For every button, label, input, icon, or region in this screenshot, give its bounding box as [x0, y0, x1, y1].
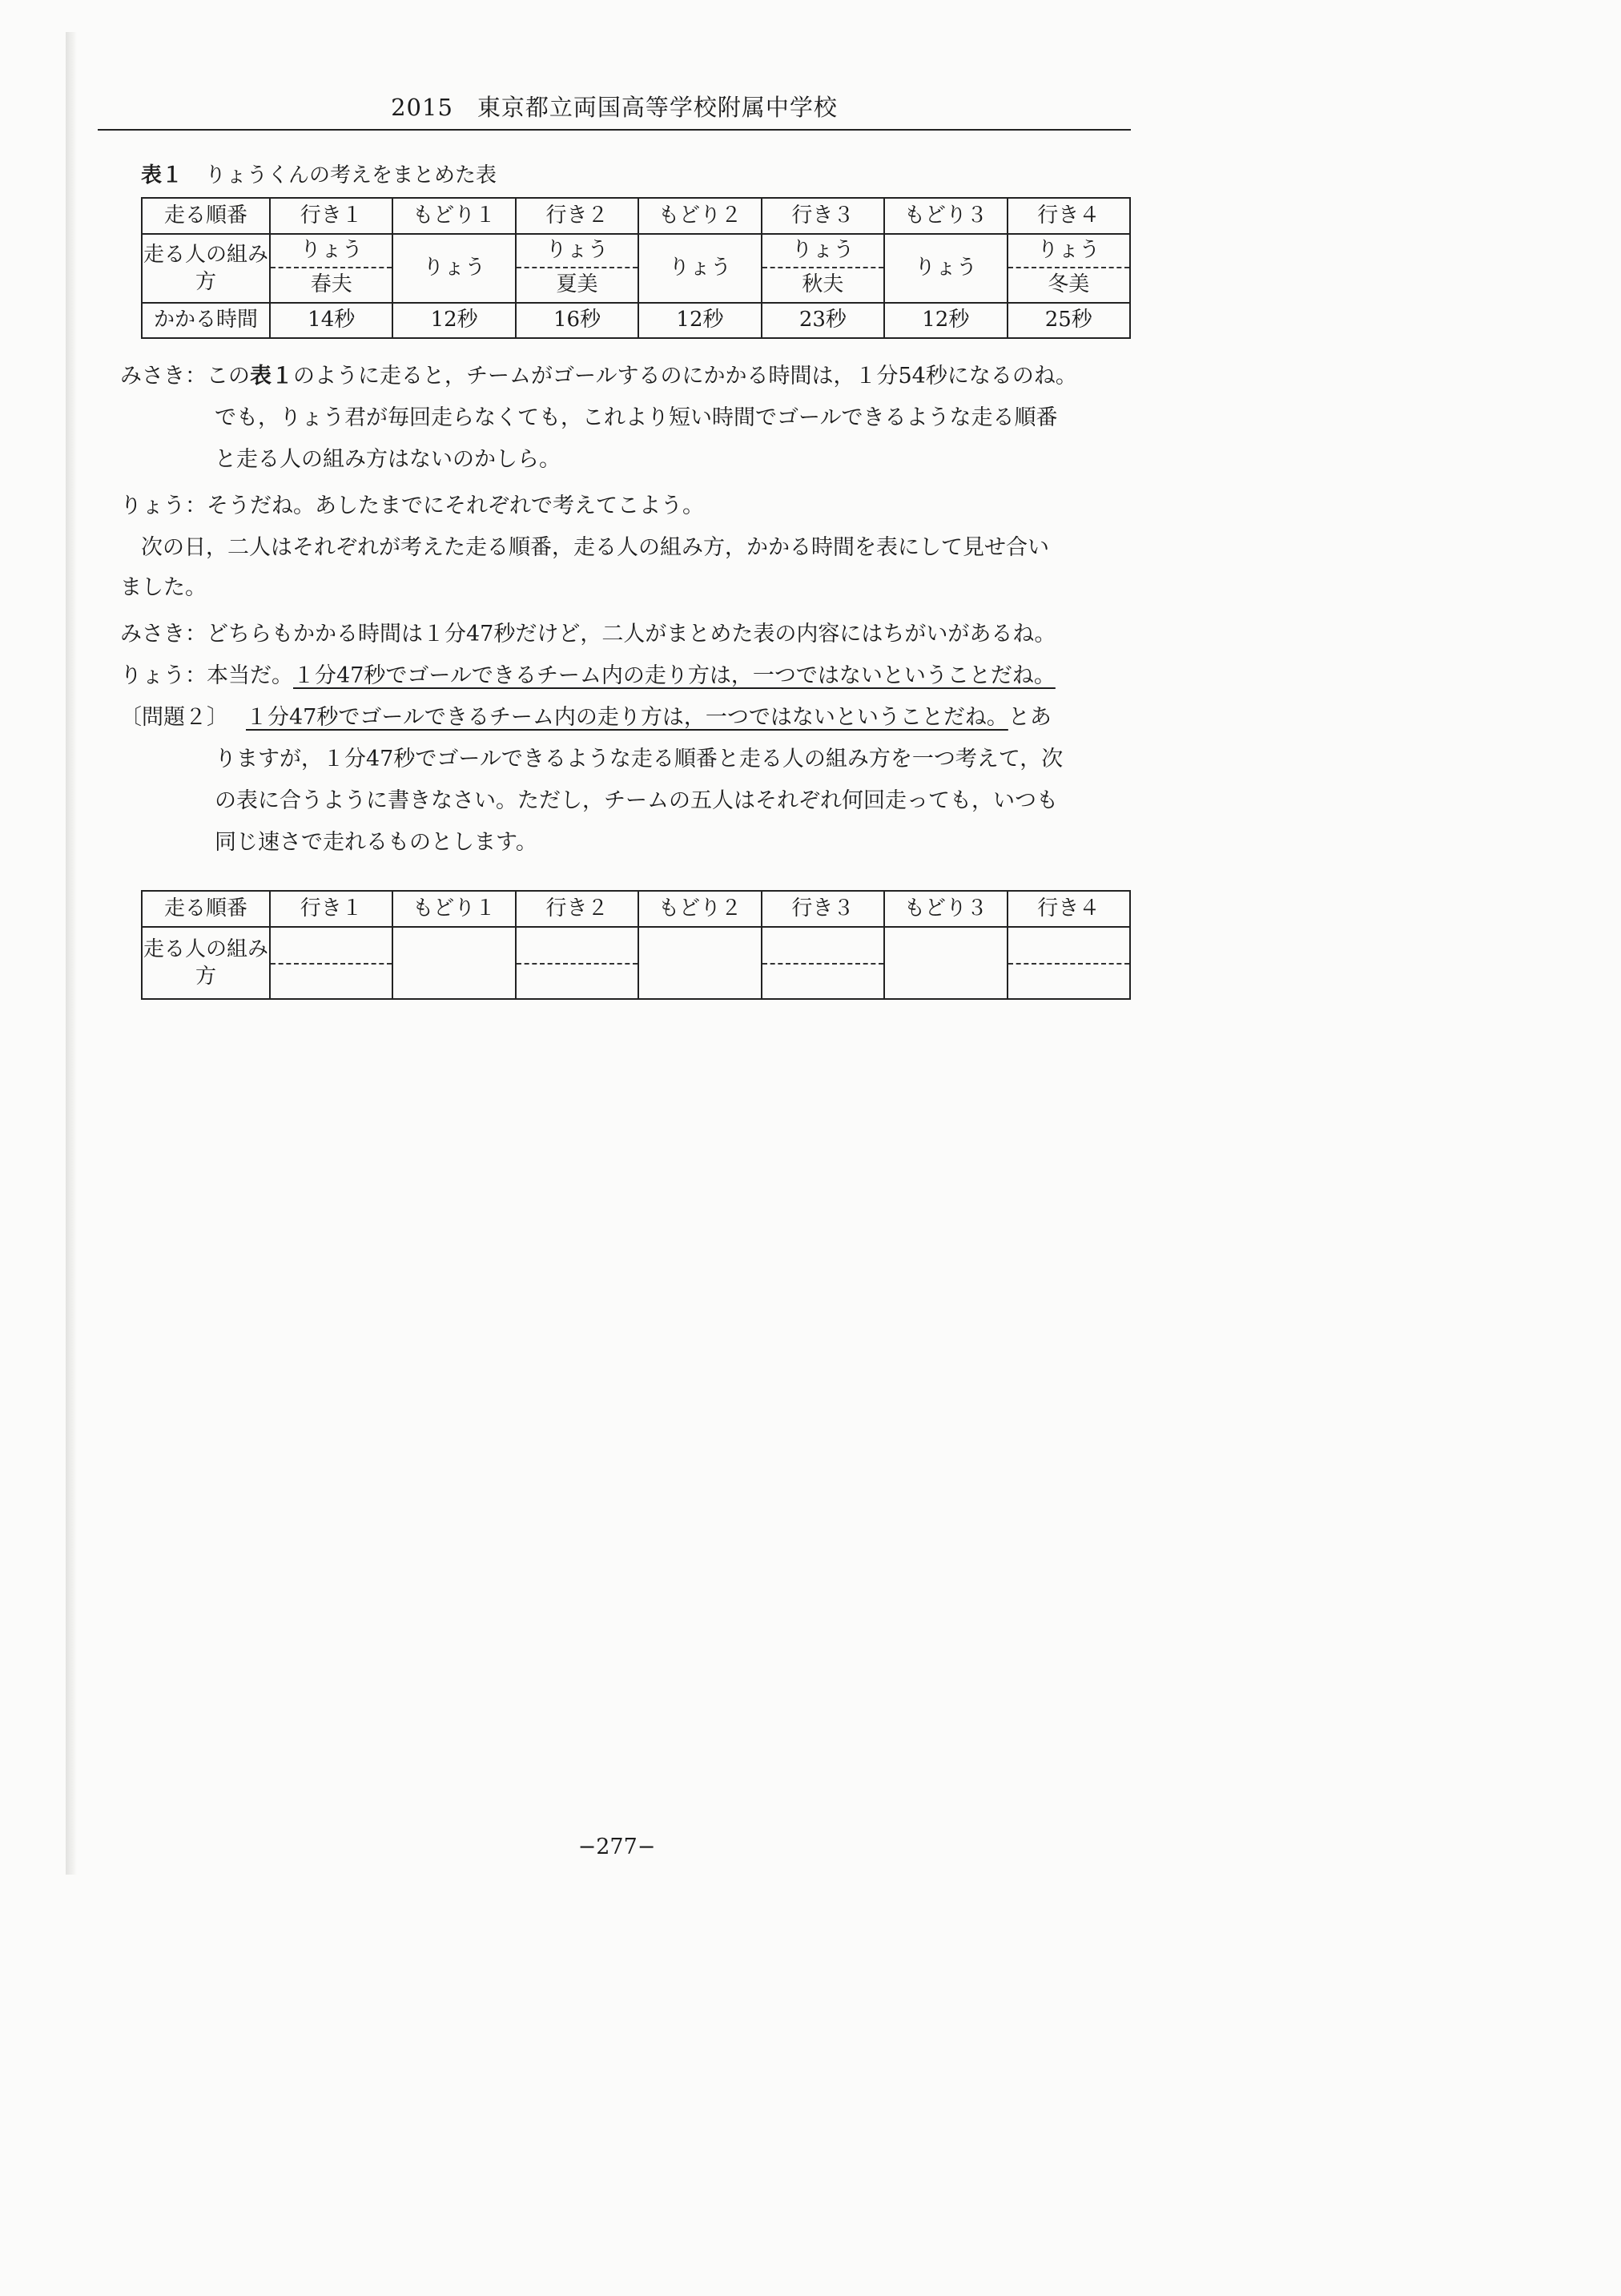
col-head: もどり３ [884, 891, 1007, 927]
dialogue-line: りょう：そうだね。あしたまでにそれぞれで考えてこよう。 [120, 493, 704, 518]
runner-cell: りょう [884, 234, 1007, 303]
runner-cell: りょう [392, 234, 515, 303]
dialogue-line: でも，りょう君が毎回走らなくても，これより短い時間でゴールできるような走る順番 [215, 405, 1058, 430]
dialogue-line: と走る人の組み方はないのかしら。 [215, 447, 561, 472]
col-head: 行き４ [1008, 198, 1130, 234]
runner-top: りょう [517, 235, 638, 268]
row-label-order: 走る順番 [142, 891, 270, 927]
runner-cell: りょう [638, 234, 761, 303]
answer-table [141, 890, 1131, 1000]
answer-row-order [142, 891, 1130, 927]
row-label-runners: 走る人の組み方 [142, 927, 270, 999]
col-head: 行き３ [762, 891, 884, 927]
time-cell: 12秒 [884, 303, 1007, 338]
answer-cell[interactable] [392, 927, 515, 999]
runner-bottom: 秋夫 [802, 272, 844, 297]
table1-caption-text: りょうくんの考えをまとめた表 [205, 163, 497, 187]
row-label-order: 走る順番 [142, 198, 270, 234]
time-cell: 16秒 [516, 303, 638, 338]
col-head: 行き３ [762, 198, 884, 234]
header-rule [98, 129, 1131, 131]
narration-line: ました。 [120, 575, 207, 600]
col-head: もどり１ [392, 891, 515, 927]
dialogue-line: みさき：どちらもかかる時間は１分47秒だけど，二人がまとめた表の内容にはちがいがあるね。 [120, 622, 1056, 647]
table1-row-runners [142, 234, 1130, 303]
question-line: 同じ速さで走れるものとします。 [215, 830, 537, 855]
row-label-runners: 走る人の組み方 [142, 234, 270, 303]
table1-caption [141, 159, 497, 188]
dialogue-line: みさき：この表１のように走ると，チームがゴールするのにかかる時間は，１分54秒になるのね。 [120, 364, 1077, 389]
col-head: もどり２ [638, 891, 761, 927]
runner-top: りょう [271, 235, 392, 268]
col-head: 行き４ [1008, 891, 1130, 927]
answer-cell[interactable] [762, 927, 884, 999]
col-head: もどり３ [884, 198, 1007, 234]
time-cell: 25秒 [1008, 303, 1130, 338]
time-cell: 12秒 [638, 303, 761, 338]
time-cell: 23秒 [762, 303, 884, 338]
table1-row-order [142, 198, 1130, 234]
col-head: 行き１ [270, 891, 392, 927]
runner-cell [762, 234, 884, 303]
runner-top: りょう [762, 235, 883, 268]
answer-cell[interactable] [884, 927, 1007, 999]
runner-bottom: 夏美 [556, 272, 598, 297]
answer-cell[interactable] [270, 927, 392, 999]
time-cell: 12秒 [392, 303, 515, 338]
scan-shadow [66, 32, 77, 1875]
question-line: の表に合うように書きなさい。ただし，チームの五人はそれぞれ何回走っても，いつも [215, 788, 1058, 813]
time-cell: 14秒 [270, 303, 392, 338]
table1-caption-label: 表１ [141, 163, 183, 187]
answer-cell[interactable] [638, 927, 761, 999]
col-head: もどり２ [638, 198, 761, 234]
row-label-time: かかる時間 [142, 303, 270, 338]
answer-cell[interactable] [516, 927, 638, 999]
col-head: もどり１ [392, 198, 515, 234]
runner-top: りょう [1008, 235, 1129, 268]
runner-cell [516, 234, 638, 303]
question-line: 〔問題２〕 １分47秒でゴールできるチーム内の走り方は，一つではないということだね。とあ [120, 705, 1052, 730]
narration-line: 次の日，二人はそれぞれが考えた走る順番，走る人の組み方，かかる時間を表にして見せ合い [141, 535, 1049, 560]
table1 [141, 197, 1131, 339]
page-number: −277− [577, 1835, 656, 1859]
dialogue-line: りょう：本当だ。１分47秒でゴールできるチーム内の走り方は，一つではないということだね。 [120, 663, 1056, 688]
col-head: 行き２ [516, 198, 638, 234]
col-head: 行き２ [516, 891, 638, 927]
runner-cell [270, 234, 392, 303]
page-header: 2015 東京都立両国高等学校附属中学校 [391, 94, 838, 121]
table1-row-time [142, 303, 1130, 338]
runner-bottom: 冬美 [1048, 272, 1090, 297]
question-line: りますが，１分47秒でゴールできるような走る順番と走る人の組み方を一つ考えて，次 [215, 747, 1064, 771]
runner-cell [1008, 234, 1130, 303]
answer-cell[interactable] [1008, 927, 1130, 999]
question-label: 〔問題２〕 [120, 705, 228, 730]
answer-row-runners [142, 927, 1130, 999]
runner-bottom: 春夫 [310, 272, 352, 297]
col-head: 行き１ [270, 198, 392, 234]
